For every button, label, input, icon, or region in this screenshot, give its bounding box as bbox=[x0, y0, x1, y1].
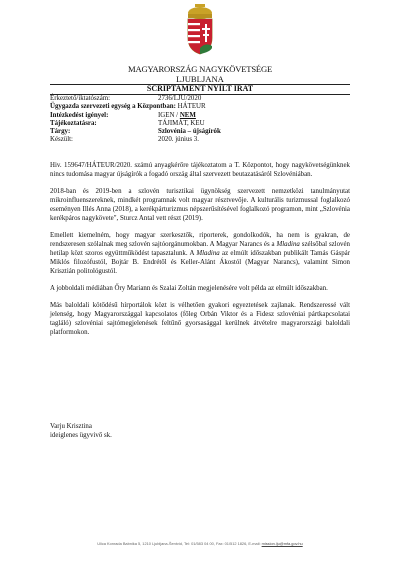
meta-key: Intézkedést igényel: bbox=[50, 111, 109, 119]
meta-value: Szlovénia – újságírók bbox=[158, 128, 221, 136]
body-paragraph: 2018-ban és 2019-ben a szlovén turisztikai ügynökség szervezett nemzetközi tanulmányutat mikroinfluenszereknek, mindkét programnak volt magyar résztvevője. A kulturális turizmussal foglalkozó eseményen Illés Anna (2018), a kerékpárturizmus népszerűsítésével foglalkozó programon, mint „Szlovénia kerékpáros nagykövete", Sturcz Antal vett részt (2019). bbox=[50, 188, 350, 222]
metadata-block bbox=[50, 95, 350, 145]
meta-row-date bbox=[50, 136, 350, 144]
meta-row-responsible-unit bbox=[50, 103, 350, 111]
document-body bbox=[50, 161, 350, 345]
hungarian-coat-of-arms-icon bbox=[184, 4, 216, 56]
signer-name: Varju Krisztina bbox=[50, 423, 92, 430]
meta-key: Érkeztető/iktatószám: bbox=[50, 95, 111, 102]
meta-key: Készült: bbox=[50, 136, 73, 144]
meta-row-subject bbox=[50, 128, 350, 136]
body-paragraph: Hiv. 159647/HÁTEUR/2020. számú anyagkérőre tájékoztatom a T. Központot, hogy nagykövetségünknek nincs tudomása magyar újságírók a fogadó ország által szervezett beutazatásáról Szlovéniában. bbox=[50, 162, 350, 178]
meta-value: TÁJIMÁT, KEU bbox=[158, 119, 205, 127]
meta-value: 2736/LJU/2020 bbox=[158, 95, 202, 102]
meta-row-for-information bbox=[50, 120, 350, 128]
footer-email-link[interactable]: mission.lju@mfa.gov.hu bbox=[261, 541, 303, 546]
meta-value: IGEN / NEM bbox=[158, 111, 196, 119]
meta-key: Ügygazda szervezeti egység a Központban: bbox=[50, 103, 176, 111]
meta-value: 2020. június 3. bbox=[158, 136, 199, 144]
body-paragraph: A jobboldali médiában Őry Mariann és Szalai Zoltán megjelenésére volt példa az elmúlt időszakban. bbox=[50, 285, 328, 292]
meta-key: Tájékoztatásra: bbox=[50, 119, 97, 127]
embassy-city: LJUBLJANA bbox=[176, 74, 224, 84]
body-paragraph: Emellett kiemelném, hogy magyar szerkesztők, riporterek, gondolkodók, ha nem is gyakran, de rendszeresen szólalnak meg szlovén sajtóorgánumokban. A Magyar Narancs és a Mladina szélsőbal szlovén hetilap közt szoros együttműködést tapasztalunk. A Mladina az elmúlt időszakban publikált Tamás Gáspár Miklós filozófustól, Bojtár B. Endrétől és Keller-Alánt Ákostól (Magyar Narancs), valamint Simon Krisztián politológustól. bbox=[50, 232, 350, 275]
meta-key: Tárgy: bbox=[50, 128, 71, 136]
footer-address: Ulica Konrada Babnika 5, 1210 Ljubljana-Šentvid, Tel: 01/583 04 00, Fax: 01/512 1826, E-mail: bbox=[97, 541, 262, 546]
embassy-name: MAGYARORSZÁG NAGYKÖVETSÉGE bbox=[128, 64, 272, 74]
document-classification: SCRIPTAMENT NYÍLT IRAT bbox=[146, 84, 254, 93]
meta-row-action-required bbox=[50, 112, 350, 120]
meta-value: HÁTEUR bbox=[177, 103, 206, 111]
footer-contact bbox=[0, 541, 400, 546]
signer-title: ideiglenes ügyvivő sk. bbox=[50, 432, 112, 439]
signature-block bbox=[50, 422, 112, 440]
body-paragraph: Más baloldali kötődésű hírportálok közt is vélhetően gyakori egyeztetések zajlanak. Rendszeressé vált jelenség, hogy Magyarországgal kapcsolatos (főleg Orbán Viktor és a Fidesz szlovéniai pártkapcsolatai tagláló) szlovéniai sajtómegjelenések feltűnő gyorsasággal kerülnek átvételre magyarországi baloldali platformokon. bbox=[50, 302, 350, 336]
